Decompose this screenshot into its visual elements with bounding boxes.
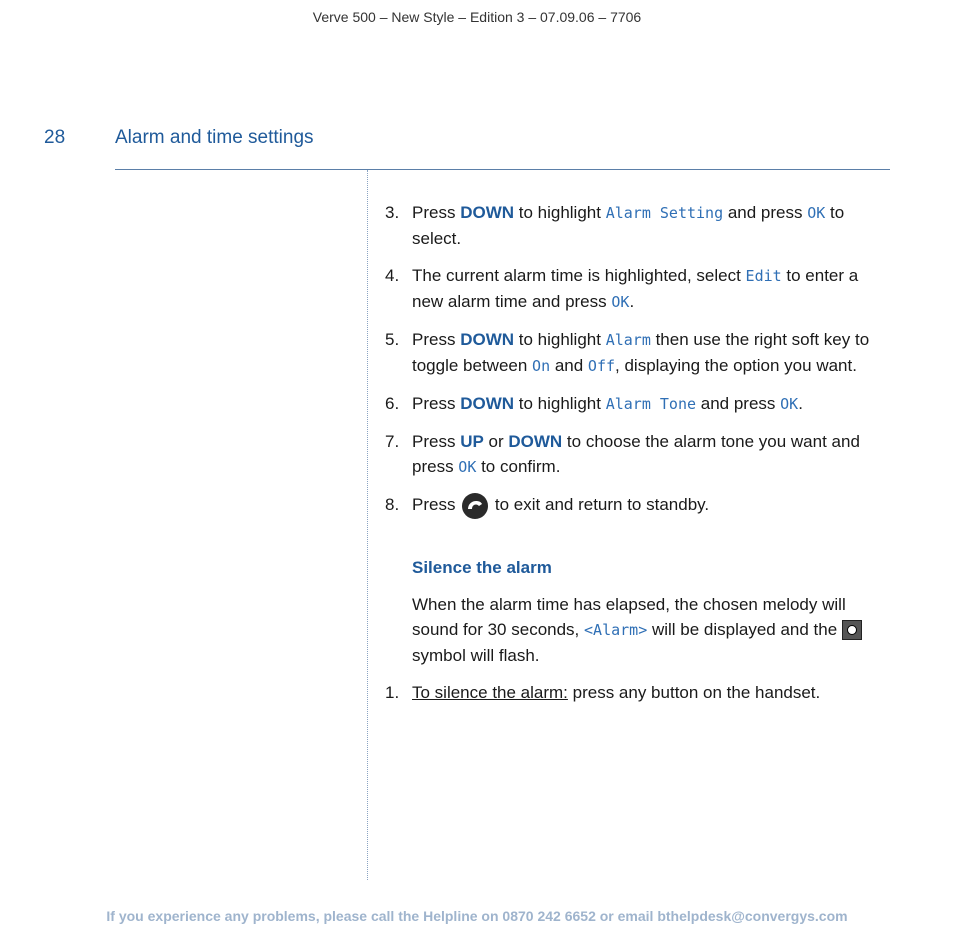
step-text-part: . <box>629 292 635 311</box>
lcd-alarm-display: <Alarm> <box>584 620 648 639</box>
step-text <box>412 429 890 480</box>
lcd-off: Off <box>587 357 616 375</box>
step-text <box>412 200 890 251</box>
key-down: DOWN <box>508 432 563 451</box>
key-down: DOWN <box>460 330 515 349</box>
lcd-on: On <box>532 357 551 375</box>
step-3 <box>385 200 890 251</box>
silence-alarm-heading: Silence the alarm <box>412 557 552 577</box>
step-text-part: or <box>483 432 509 451</box>
header-edition-line: Verve 500 – New Style – Edition 3 – 07.09.06 – 7706 <box>312 9 642 25</box>
step-text-part: to enter a new alarm time and press <box>412 266 859 311</box>
step-text-part: to exit and return to standby. <box>490 495 710 514</box>
lcd-ok: OK <box>611 293 630 311</box>
step-7 <box>385 429 890 480</box>
step-text-part: to highlight <box>514 394 606 413</box>
step-text-part: and press <box>696 394 781 413</box>
step-number: 3. <box>385 203 400 222</box>
step-text-part: to choose the alarm tone you want and press <box>412 432 860 476</box>
key-down: DOWN <box>460 394 515 413</box>
step-text-part: Press <box>412 203 461 222</box>
step-number: 8. <box>385 495 400 514</box>
step-text <box>412 492 890 519</box>
step-text-part: Press <box>412 330 461 349</box>
main-content <box>385 200 890 717</box>
step-text-part: . <box>798 394 803 413</box>
key-up: UP <box>460 432 484 451</box>
helpline-footer: If you experience any problems, please call the Helpline on 0870 242 6652 or email bthelpdesk@convergys.com <box>106 908 848 924</box>
step-text-part: Press <box>412 394 461 413</box>
key-down: DOWN <box>460 203 515 222</box>
step-text-part: then use the right soft key to toggle between <box>412 330 870 375</box>
step-text-part: , displaying the option you want. <box>615 356 857 375</box>
step-number: 5. <box>385 330 400 349</box>
step-text-part: press any button on the handset. <box>567 682 821 702</box>
step-4 <box>385 263 890 315</box>
step-text <box>412 680 890 705</box>
header-divider <box>115 169 890 170</box>
lcd-ok: OK <box>780 395 799 413</box>
para-text-part: When the alarm time has elapsed, the chosen melody will sound for 30 seconds, <box>412 594 846 639</box>
lcd-alarm-tone: Alarm Tone <box>605 395 697 413</box>
lcd-alarm: Alarm <box>605 331 651 349</box>
lcd-ok: OK <box>807 204 826 222</box>
step-text-part: to highlight <box>514 203 606 222</box>
step-6 <box>385 391 890 417</box>
step-number: 6. <box>385 394 400 413</box>
step-text-part: and press <box>723 203 808 222</box>
phone-end-icon <box>462 493 488 519</box>
lcd-alarm-setting: Alarm Setting <box>605 204 724 222</box>
step-text <box>412 263 890 315</box>
step-text-part: to select. <box>412 203 845 248</box>
para-text-part: symbol will flash. <box>412 645 540 665</box>
lcd-edit: Edit <box>745 267 782 285</box>
lcd-ok: OK <box>458 458 477 476</box>
step-8 <box>385 492 890 519</box>
silence-step-1 <box>385 680 890 705</box>
step-text-part: The current alarm time is highlighted, select <box>412 266 746 285</box>
para-text-part: will be displayed and the <box>647 619 842 639</box>
page-number: 28 <box>44 127 66 148</box>
step-number: 1. <box>385 682 400 702</box>
silence-step-lead: To silence the alarm: <box>412 682 568 702</box>
column-divider <box>367 170 368 880</box>
step-text <box>412 391 890 417</box>
section-title: Alarm and time settings <box>115 127 314 148</box>
step-text-part: Press <box>412 495 461 514</box>
step-text-part: to confirm. <box>476 457 561 476</box>
step-text-part: Press <box>412 432 461 451</box>
step-5 <box>385 327 890 379</box>
step-number: 4. <box>385 266 400 285</box>
step-number: 7. <box>385 432 400 451</box>
step-text <box>412 327 890 379</box>
step-text-part: and <box>550 356 588 375</box>
step-text-part: to highlight <box>514 330 606 349</box>
alarm-clock-icon <box>842 620 862 640</box>
silence-alarm-paragraph <box>412 592 890 668</box>
